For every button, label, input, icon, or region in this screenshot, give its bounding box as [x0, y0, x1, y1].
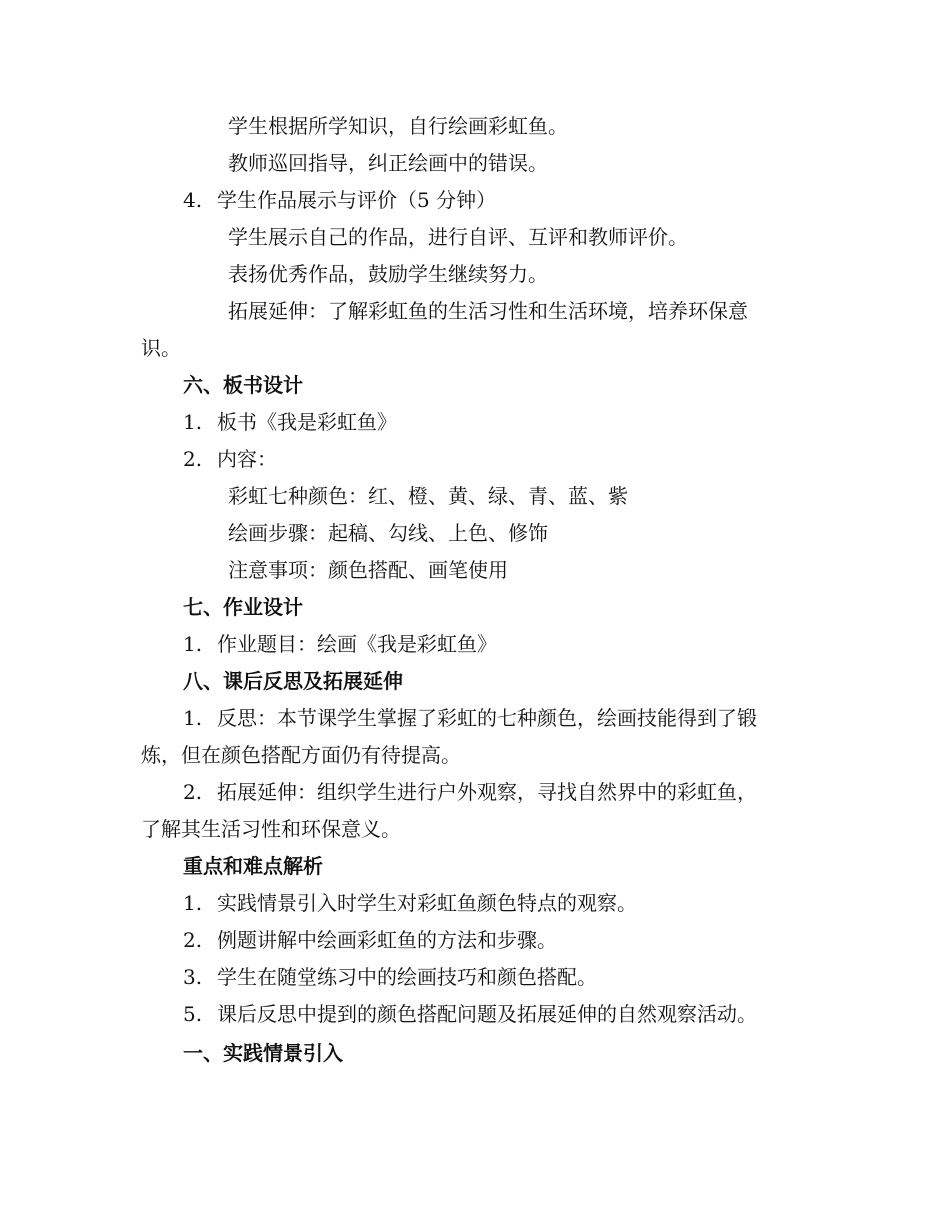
paragraph-line: 识。: [141, 336, 181, 360]
paragraph-line: 炼，但在颜色搭配方面仍有待提高。: [141, 743, 461, 767]
section-heading: 八、课后反思及拓展延伸: [183, 669, 403, 693]
numbered-item: 3. 学生在随堂练习中的绘画技巧和颜色搭配。: [183, 965, 597, 989]
paragraph-line: 学生展示自己的作品，进行自评、互评和教师评价。: [228, 225, 688, 249]
numbered-item: 2. 例题讲解中绘画彩虹鱼的方法和步骤。: [183, 928, 557, 952]
numbered-item: 4. 学生作品展示与评价（5 分钟）: [183, 188, 497, 212]
paragraph-line: 表扬优秀作品，鼓励学生继续努力。: [228, 262, 548, 286]
section-heading: 七、作业设计: [183, 595, 303, 619]
paragraph-line: 彩虹七种颜色：红、橙、黄、绿、青、蓝、紫: [228, 484, 628, 508]
paragraph-line: 学生根据所学知识，自行绘画彩虹鱼。: [228, 114, 568, 138]
numbered-item: 1. 实践情景引入时学生对彩虹鱼颜色特点的观察。: [183, 891, 637, 915]
section-heading: 一、实践情景引入: [183, 1041, 343, 1065]
paragraph-line: 拓展延伸：了解彩虹鱼的生活习性和生活环境，培养环保意: [228, 299, 748, 323]
paragraph-line: 绘画步骤：起稿、勾线、上色、修饰: [228, 521, 548, 545]
numbered-item: 1. 板书《我是彩虹鱼》: [183, 410, 397, 434]
paragraph-line: 教师巡回指导，纠正绘画中的错误。: [228, 151, 548, 175]
numbered-item: 2. 拓展延伸：组织学生进行户外观察，寻找自然界中的彩虹鱼，: [183, 780, 757, 804]
numbered-item: 2. 内容：: [183, 447, 277, 471]
paragraph-line: 注意事项：颜色搭配、画笔使用: [228, 558, 508, 582]
section-heading: 重点和难点解析: [183, 854, 323, 878]
numbered-item: 1. 作业题目：绘画《我是彩虹鱼》: [183, 632, 497, 656]
numbered-item: 1. 反思：本节课学生掌握了彩虹的七种颜色，绘画技能得到了锻: [183, 706, 757, 730]
numbered-item: 5. 课后反思中提到的颜色搭配问题及拓展延伸的自然观察活动。: [183, 1002, 757, 1026]
section-heading: 六、板书设计: [183, 373, 303, 397]
paragraph-line: 了解其生活习性和环保意义。: [141, 817, 401, 841]
